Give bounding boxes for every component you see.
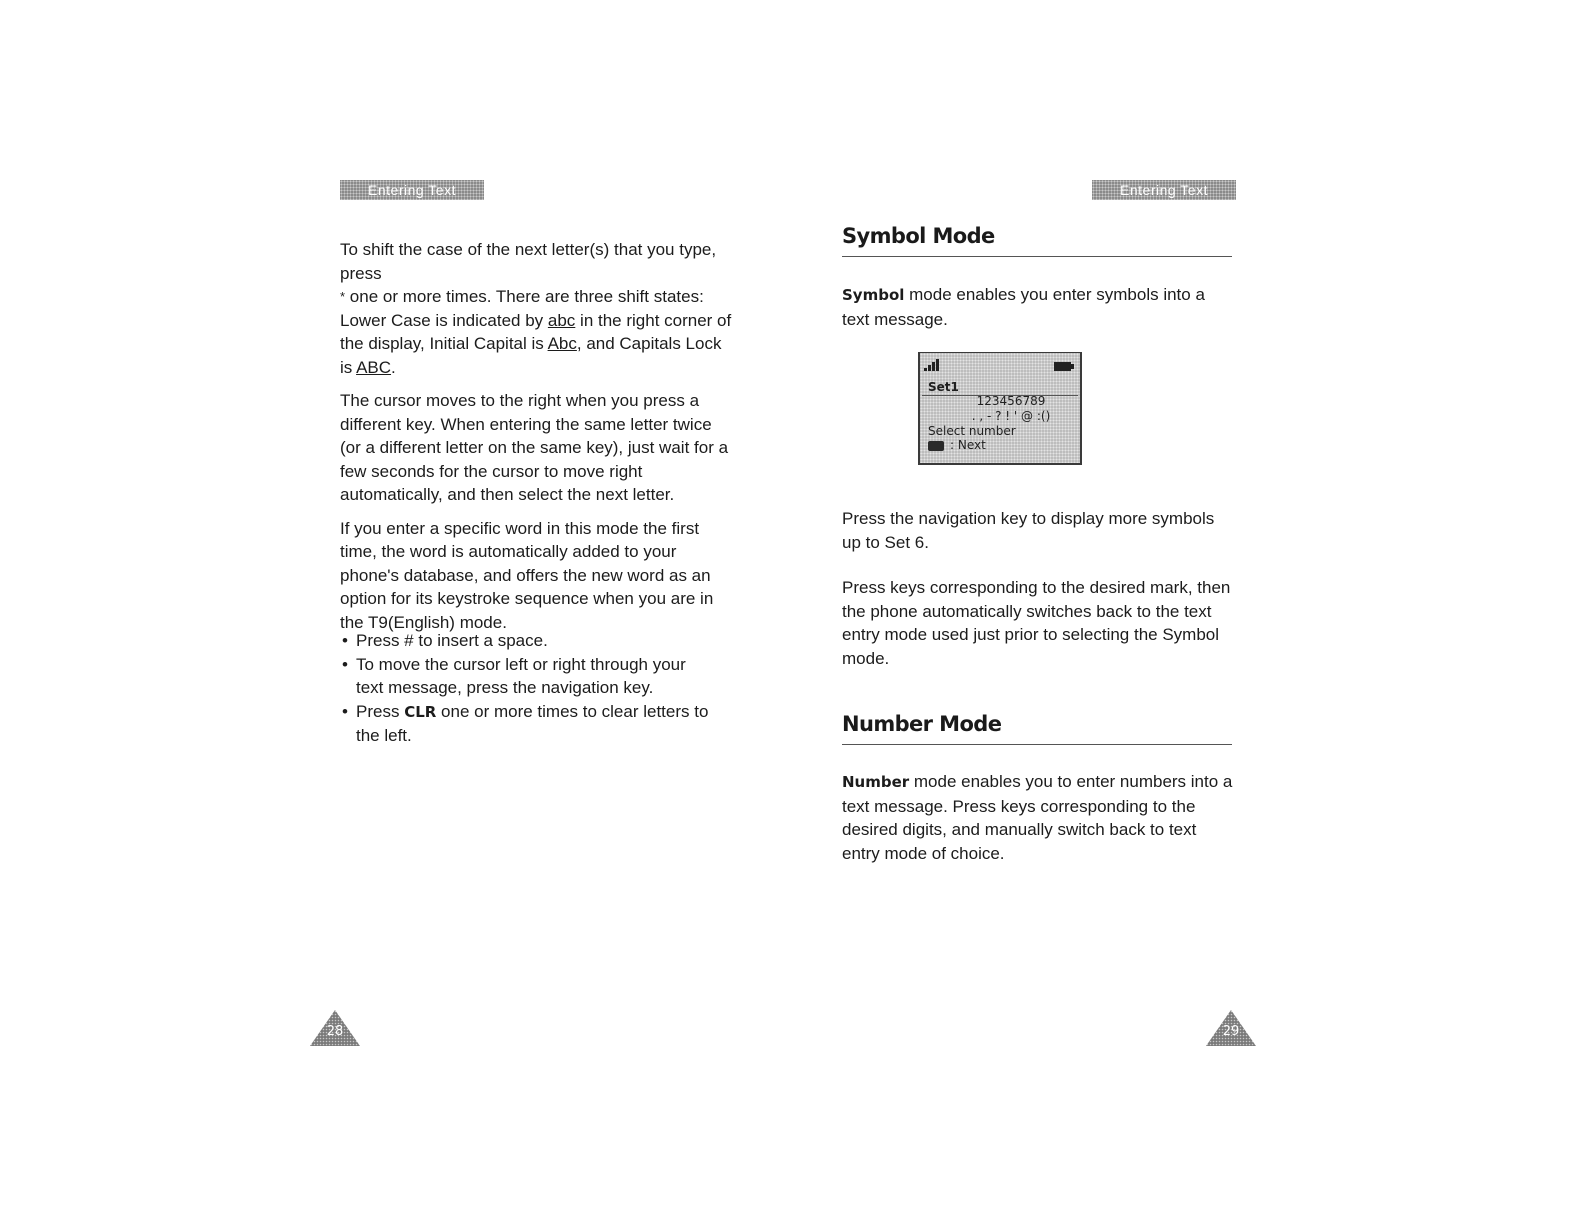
- section-tab-left: Entering Text: [340, 180, 484, 200]
- left-body: [340, 238, 735, 644]
- bullet-clear-letters: • Press CLR one or more times to clear letters to the left.: [340, 700, 715, 748]
- symbol-keys-paragraph: Press keys corresponding to the desired mark, then the phone automatically switches back to the text entry mode used just prior to selecting the Symbol mode.: [842, 578, 1231, 668]
- left-bullets: [340, 629, 715, 748]
- phone-screen: [918, 352, 1082, 465]
- shift-case-paragraph: To shift the case of the next letter(s) that you type, press * one or more times. There are three shift states: Lower Case is indicated by abc in the right corner of the display, Initial Capital is Abc, and Capitals Lock is ABC.: [340, 240, 732, 377]
- page-number-right: 29: [1206, 1010, 1256, 1046]
- clr-key-label: CLR: [404, 702, 437, 721]
- battery-icon: [1054, 361, 1074, 372]
- bullet-move-cursor: • To move the cursor left or right through your text message, press the navigation key.: [340, 653, 715, 700]
- screen-softkey-label: : Next: [950, 438, 986, 452]
- screen-set-label: Set1: [928, 380, 959, 394]
- abc-lower-indicator: abc: [547, 310, 576, 330]
- number-mode-heading: Number Mode: [842, 712, 1232, 745]
- screen-symbols: . , - ? ! ' @ :(): [971, 409, 1051, 423]
- section-tab-right: Entering Text: [1092, 180, 1236, 200]
- screen-digits: 123456789: [976, 394, 1046, 408]
- page-number-left: 28: [310, 1010, 360, 1046]
- abc-caps-indicator: ABC: [356, 357, 392, 377]
- screen-prompt: Select number: [928, 424, 1016, 438]
- symbol-nav-paragraph: Press the navigation key to display more symbols up to Set 6.: [842, 509, 1215, 552]
- abc-initial-indicator: Abc: [547, 334, 577, 353]
- t9-paragraph: If you enter a specific word in this mode the first time, the word is automatically added to your phone's database, and offers the new word as an option for its keystroke sequence when you are in the T9(English) mode.: [340, 518, 714, 632]
- number-intro: Number mode enables you to enter numbers into a text message. Press keys corresponding to the desired digits, and manually switch back to text entry mode of choice.: [842, 772, 1233, 863]
- cursor-paragraph: The cursor moves to the right when you press a different key. When entering the same letter twice (or a different letter on the same key), just wait for a few seconds for the cursor to move right automatically, and then select the next letter.: [340, 391, 729, 504]
- bullet-insert-space: • Press # to insert a space.: [340, 629, 715, 653]
- signal-icon: [924, 359, 940, 371]
- right-page: [792, 0, 1584, 1224]
- symbol-mode-heading: Symbol Mode: [842, 224, 1232, 257]
- number-keyword: Number: [842, 773, 910, 791]
- symbol-keyword: Symbol: [842, 286, 905, 304]
- star-key-symbol: *: [340, 289, 346, 304]
- symbol-intro: Symbol mode enables you enter symbols into a text message.: [842, 285, 1205, 329]
